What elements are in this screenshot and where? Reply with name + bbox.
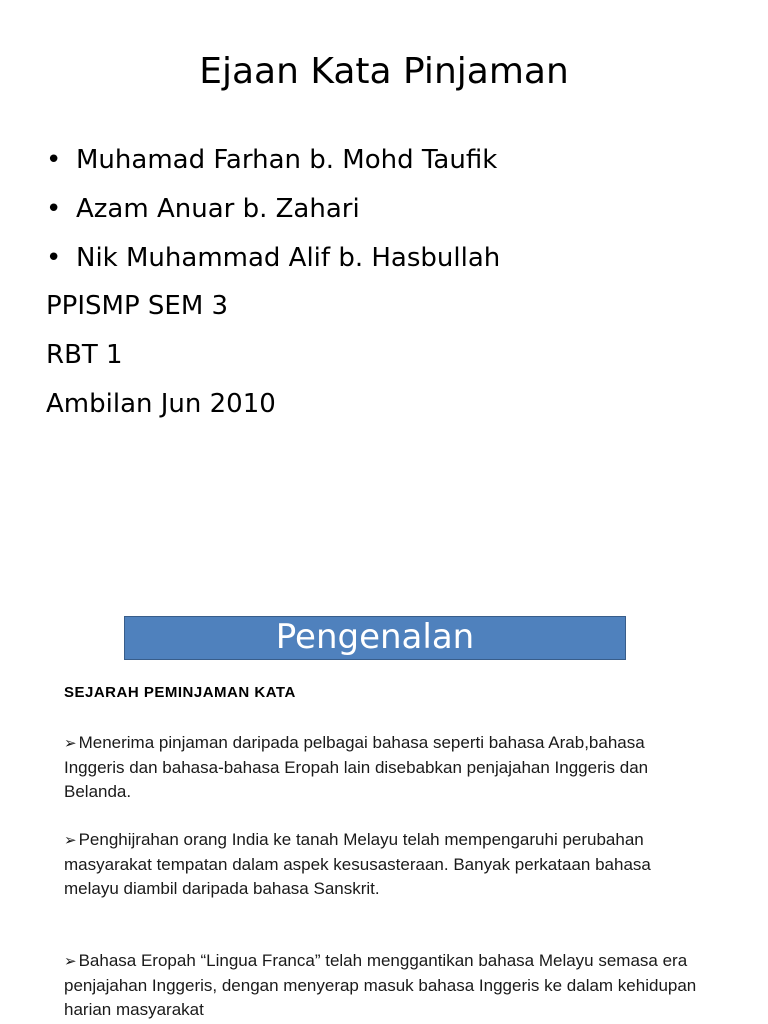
arrow-bullet-icon: ➢ [64, 953, 77, 970]
section-title: SEJARAH PEMINJAMAN KATA [64, 684, 296, 701]
course-info [46, 284, 276, 431]
member-name: Azam Anuar b. Zahari [76, 194, 360, 224]
member-list [46, 138, 500, 285]
bullet-icon: • [46, 243, 62, 273]
section-heading-box: Pengenalan [124, 616, 626, 660]
slide-title: Ejaan Kata Pinjaman [199, 51, 569, 92]
bullet-icon: • [46, 194, 62, 224]
paragraph [64, 731, 704, 804]
course-line: PPISMP SEM 3 [46, 291, 229, 321]
list-item [46, 236, 500, 285]
bullet-icon: • [46, 145, 62, 175]
intro-slide [0, 560, 768, 1024]
paragraph-text: Bahasa Eropah “Lingua Franca” telah menggantikan bahasa Melayu semasa era penjajahan Inggeris, dengan menyerap masuk bahasa Inggeris ke dalam kehidupan harian masyarakat [64, 951, 697, 1019]
paragraph-text: Menerima pinjaman daripada pelbagai bahasa seperti bahasa Arab,bahasa Inggeris dan bahasa-bahasa Eropah lain disebabkan penjajahan Inggeris dan Belanda. [64, 733, 649, 801]
arrow-bullet-icon: ➢ [64, 735, 77, 752]
member-name: Muhamad Farhan b. Mohd Taufik [76, 145, 498, 175]
group-line: RBT 1 [46, 340, 123, 370]
list-item [46, 138, 500, 187]
intake-line: Ambilan Jun 2010 [46, 389, 276, 419]
paragraph-text: Penghijrahan orang India ke tanah Melayu telah mempengaruhi perubahan masyarakat tempatan dalam aspek kesusasteraan. Banyak perkataan bahasa melayu diambil daripada bahasa Sanskrit. [64, 830, 651, 898]
paragraph [64, 828, 704, 901]
list-item [46, 187, 500, 236]
member-name: Nik Muhammad Alif b. Hasbullah [76, 243, 501, 273]
paragraph [64, 949, 704, 1022]
arrow-bullet-icon: ➢ [64, 832, 77, 849]
